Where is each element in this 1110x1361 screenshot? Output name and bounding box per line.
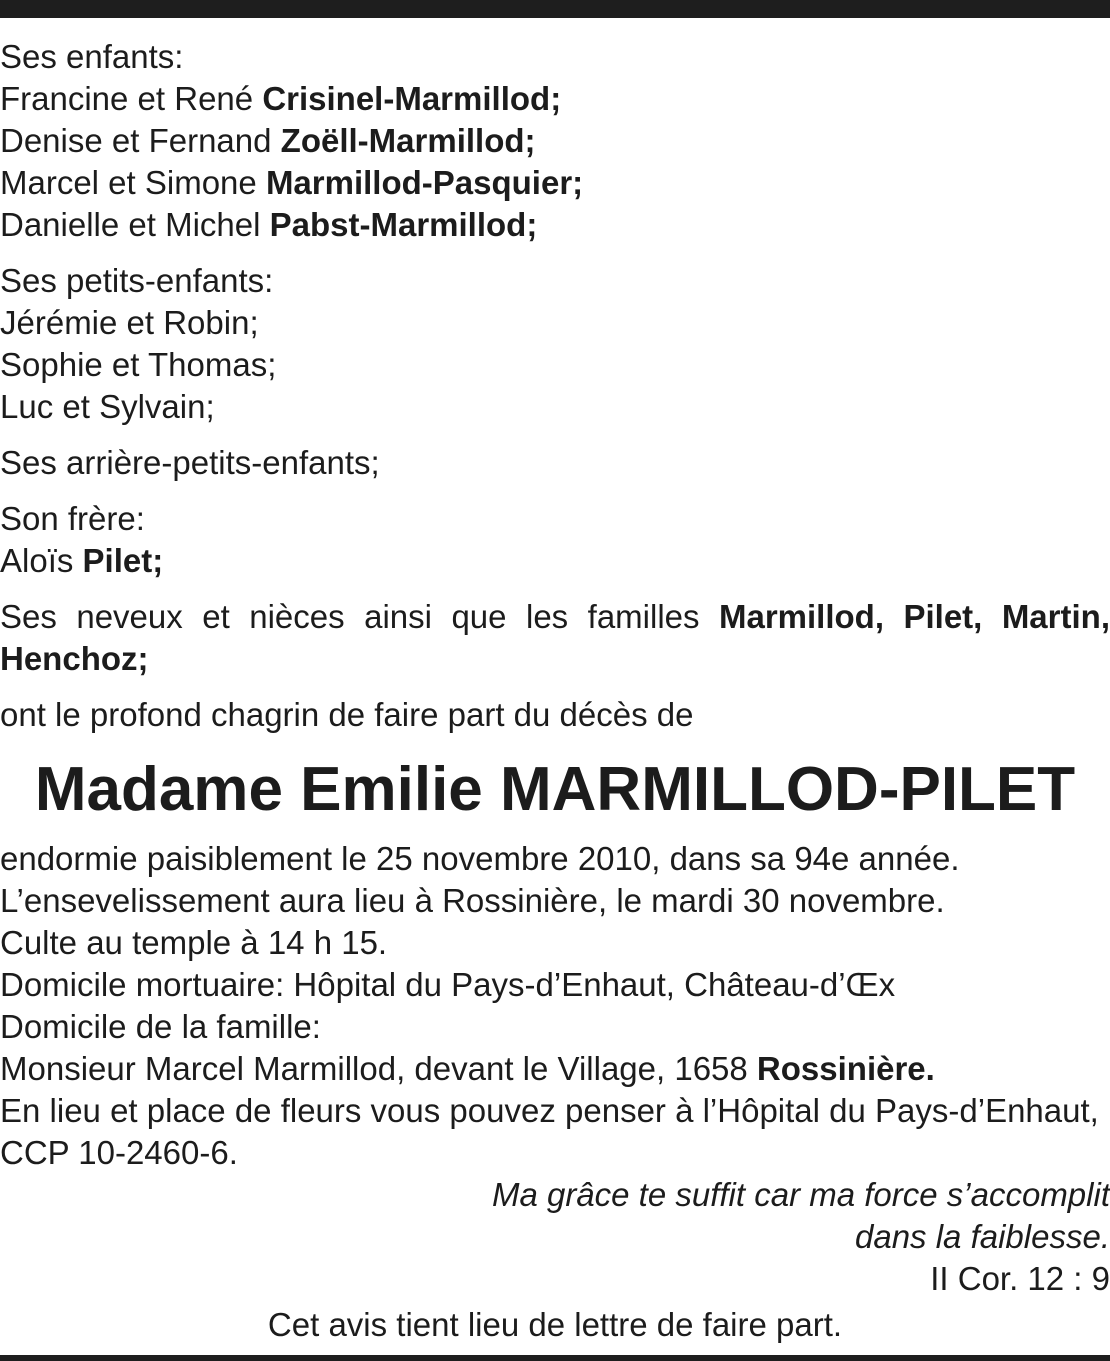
grandchild-entry: Jérémie et Robin;: [0, 304, 259, 341]
detail-line: endormie paisiblement le 25 novembre 2010, dans sa 94e année.: [0, 840, 960, 877]
closing-line: Cet avis tient lieu de lettre de faire part.: [267, 1306, 843, 1343]
great-grandchildren-line: Ses arrière-petits-enfants;: [0, 444, 380, 481]
detail-line: Culte au temple à 14 h 15.: [0, 924, 388, 961]
child-entry: Marcel et Simone Marmillod-Pasquier;: [0, 164, 584, 201]
children-heading: Ses enfants:: [0, 38, 184, 75]
child-entry: Denise et Fernand Zoëll-Marmillod;: [0, 122, 536, 159]
child-entry: Francine et René Crisinel-Marmillod;: [0, 80, 562, 117]
grandchildren-heading: Ses petits-enfants:: [0, 262, 274, 299]
obituary-notice: [0, 36, 1110, 1346]
detail-line: L’ensevelissement aura lieu à Rossinière, le mardi 30 novembre.: [0, 882, 945, 919]
verse-line: Ma grâce te suffit car ma force s’accomplit: [491, 1176, 1110, 1213]
announcement-line: ont le profond chagrin de faire part du décès de: [0, 696, 694, 733]
child-entry: Danielle et Michel Pabst-Marmillod;: [0, 206, 538, 243]
flowers-line: CCP 10-2460-6.: [0, 1134, 238, 1171]
brother-entry: Aloïs Pilet;: [0, 542, 164, 579]
verse-reference: II Cor. 12 : 9: [930, 1260, 1110, 1297]
brother-heading: Son frère:: [0, 500, 145, 537]
grandchild-entry: Luc et Sylvain;: [0, 388, 215, 425]
top-border-rule: [0, 0, 1110, 18]
nephews-line: Ses neveux et nièces ainsi que les familles Marmillod, Pilet, Martin,: [0, 598, 1110, 635]
detail-line: Domicile mortuaire: Hôpital du Pays-d’Enhaut, Château-d’Œx: [0, 966, 896, 1003]
flowers-line: En lieu et place de fleurs vous pouvez penser à l’Hôpital du Pays-d’Enhaut,: [0, 1092, 1099, 1129]
verse-line: dans la faiblesse.: [855, 1218, 1110, 1255]
deceased-name: Madame Emilie MARMILLOD-PILET: [34, 755, 1076, 824]
detail-line: Domicile de la famille:: [0, 1008, 321, 1045]
family-address: Monsieur Marcel Marmillod, devant le Village, 1658 Rossinière.: [0, 1050, 935, 1087]
grandchild-entry: Sophie et Thomas;: [0, 346, 277, 383]
nephews-line-continued: Henchoz;: [0, 640, 149, 677]
bottom-border-rule: [0, 1355, 1110, 1361]
